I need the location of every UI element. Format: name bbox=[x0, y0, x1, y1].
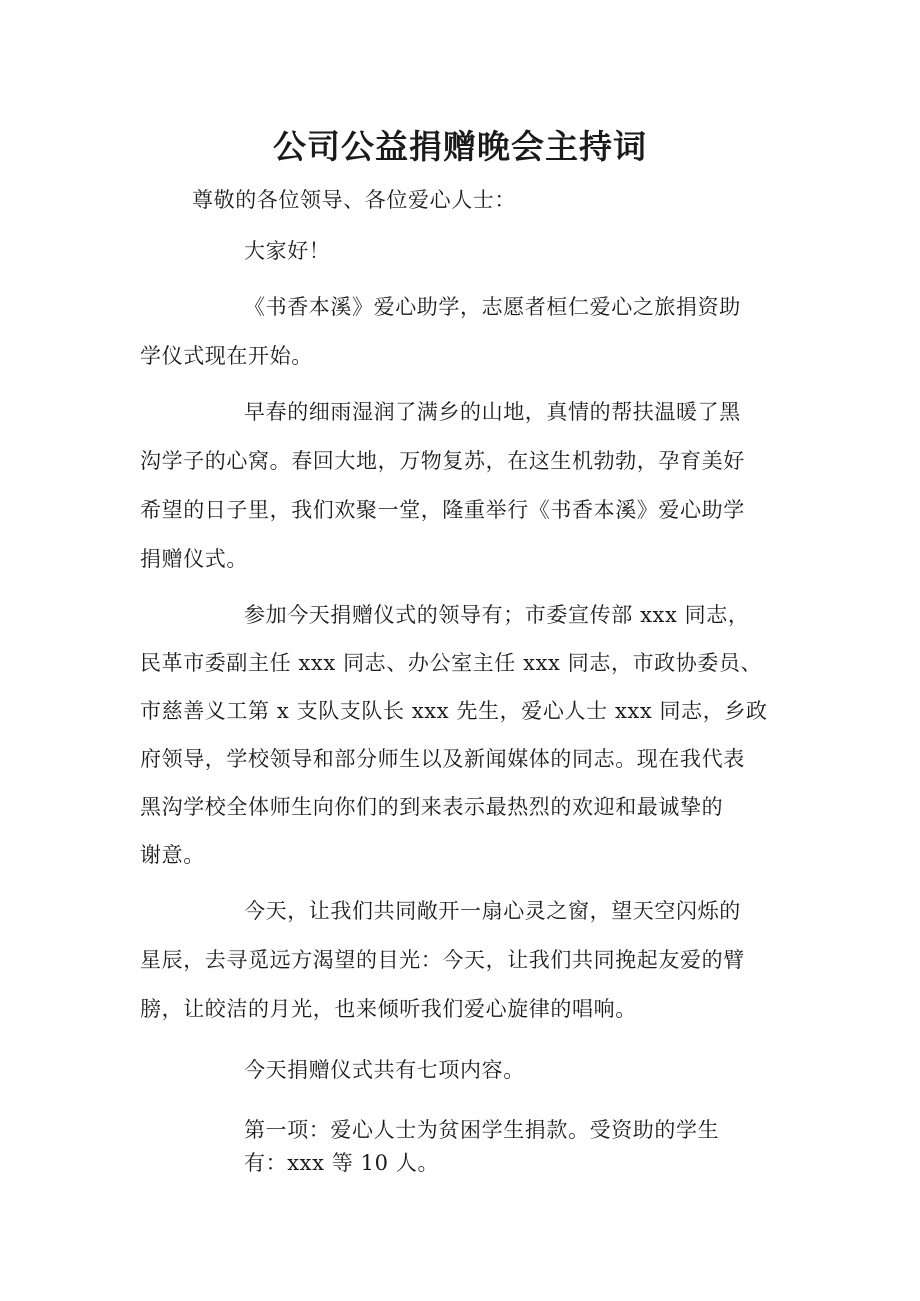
paragraph-line: 捐赠仪式。 bbox=[140, 547, 248, 571]
salutation: 尊敬的各位领导、各位爱心人士： bbox=[192, 188, 516, 212]
paragraph-line: 今天捐赠仪式共有七项内容。 bbox=[244, 1058, 525, 1082]
paragraph-line: 膀，让皎洁的月光，也来倾听我们爱心旋律的唱响。 bbox=[140, 997, 637, 1021]
paragraph-line: 今天，让我们共同敞开一扇心灵之窗，望天空闪烁的 bbox=[244, 899, 741, 923]
paragraph-line: 《书香本溪》爱心助学，志愿者桓仁爱心之旅捐资助 bbox=[244, 295, 741, 319]
paragraph-line: 市慈善义工第 x 支队支队长 xxx 先生，爱心人士 xxx 同志，乡政 bbox=[140, 699, 768, 723]
paragraph-line: 第一项：爱心人士为贫困学生捐款。受资助的学生 bbox=[244, 1118, 720, 1142]
document-title: 公司公益捐赠晚会主持词 bbox=[273, 127, 647, 166]
paragraph-line: 黑沟学校全体师生向你们的到来表示最热烈的欢迎和最诚挚的 bbox=[140, 795, 724, 819]
paragraph-line: 希望的日子里，我们欢聚一堂，隆重举行《书香本溪》爱心助学 bbox=[140, 498, 745, 522]
paragraph-line: 早春的细雨湿润了满乡的山地，真情的帮扶温暖了黑 bbox=[244, 400, 741, 424]
paragraph-line: 府领导，学校领导和部分师生以及新闻媒体的同志。现在我代表 bbox=[140, 747, 745, 771]
paragraph-line: 民革市委副主任 xxx 同志、办公室主任 xxx 同志，市政协委员、 bbox=[140, 651, 763, 675]
paragraph-line: 沟学子的心窝。春回大地，万物复苏，在这生机勃勃，孕育美好 bbox=[140, 449, 745, 473]
paragraph-line: 学仪式现在开始。 bbox=[140, 344, 313, 368]
paragraph-line: 星辰，去寻觅远方渴望的目光：今天，让我们共同挽起友爱的臂 bbox=[140, 948, 745, 972]
paragraph-line: 谢意。 bbox=[140, 843, 205, 867]
paragraph-line: 参加今天捐赠仪式的领导有；市委宣传部 xxx 同志， bbox=[244, 603, 750, 627]
paragraph-line: 有：xxx 等 10 人。 bbox=[244, 1151, 440, 1175]
greeting: 大家好！ bbox=[244, 239, 331, 263]
